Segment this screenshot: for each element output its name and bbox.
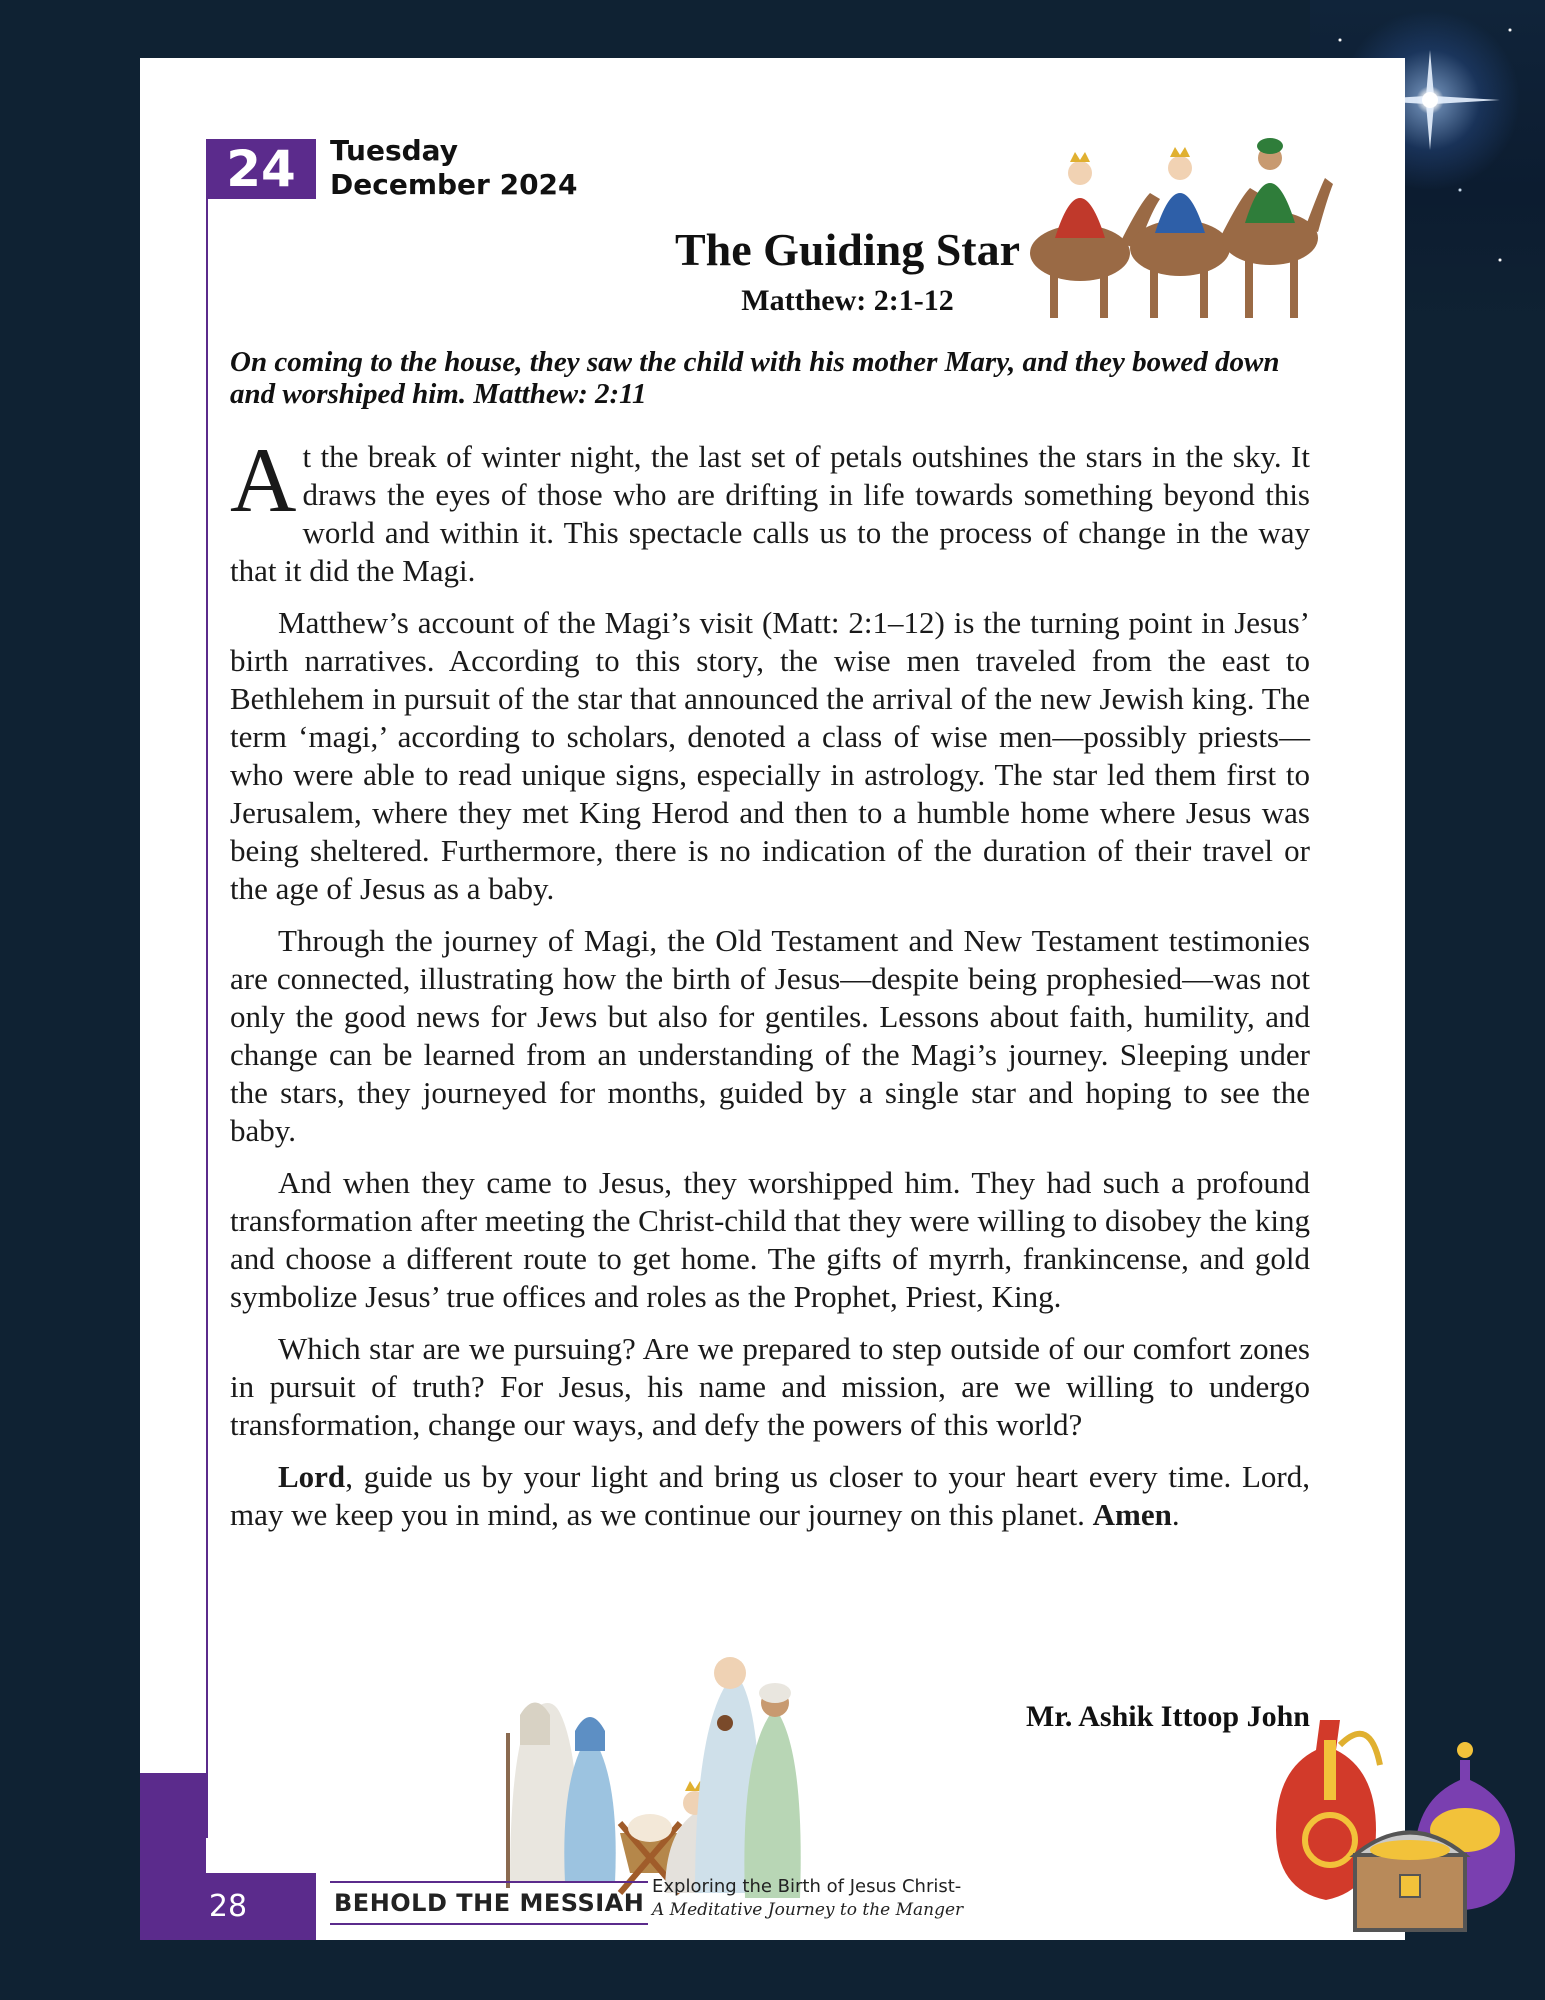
- gifts-treasure-illustration: [1260, 1700, 1545, 1940]
- left-accent-rule: [206, 198, 208, 1838]
- prayer-paragraph: Lord, guide us by your light and bring us closer to your heart every time. Lord, may we keep you in mind, as we continue our journey on this planet. Amen.: [230, 1459, 1310, 1532]
- day-number-badge: 24: [206, 139, 316, 199]
- page-number: 28: [140, 1873, 316, 1940]
- book-subtitle-line-2: A Meditative Journey to the Manger: [652, 1900, 964, 1920]
- devotional-page: [140, 58, 1405, 1940]
- devotion-title: The Guiding Star: [674, 224, 1021, 275]
- key-verse: On coming to the house, they saw the child with his mother Mary, and they bowed down and worshiped him. Matthew: 2:11: [230, 346, 1280, 410]
- drop-cap: A: [230, 429, 297, 531]
- book-subtitle-line-1: Exploring the Birth of Jesus Christ-: [652, 1876, 962, 1897]
- paragraph-1: At the break of winter night, the last set of petals outshines the stars in the sky. It draws the eyes of those who are drifting in life towards something beyond this world and within it. This spectacle calls us to the process of change in the way that it did the Magi.: [230, 429, 1310, 588]
- month-year: December 2024: [330, 168, 578, 201]
- scripture-reference: Matthew: 2:1-12: [741, 284, 954, 317]
- paragraph-2: Matthew’s account of the Magi’s visit (Matt: 2:1–12) is the turning point in Jesus’ birth narratives. According to this story, the wise men traveled from the east to Bethlehem in pursuit of the star that announced the arrival of the new Jewish king. The term ‘magi,’ according to scholars, denoted a class of wise men—possibly priests—who were able to read unique signs, especially in astrology. The star led them first to Jerusalem, where they met King Herod and then to a humble home where Jesus was being sheltered. Furthermore, there is no indication of the duration of their travel or the age of Jesus as a baby.: [230, 605, 1310, 906]
- paragraph-3: Through the journey of Magi, the Old Testament and New Testament testimonies are connected, illustrating how the birth of Jesus—despite being prophesied—was not only the good news for Jews but also for gentiles. Lessons about faith, humility, and change can be learned from an understanding of the Magi’s journey. Sleeping under the stars, they journeyed for months, guided by a single star and hoping to see the baby.: [230, 923, 1310, 1148]
- book-title: BEHOLD THE MESSIAH: [330, 1881, 648, 1925]
- author-name: Mr. Ashik Ittoop John: [1026, 1700, 1310, 1733]
- paragraph-5: Which star are we pursuing? Are we prepared to step outside of our comfort zones in pursuit of truth? For Jesus, his name and mission, are we willing to undergo transformation, change our ways, and defy the powers of this world?: [230, 1331, 1310, 1442]
- paragraph-4: And when they came to Jesus, they worshipped him. They had such a profound transformation after meeting the Christ-child that they were willing to disobey the king and choose a different route to get home. The gifts of myrrh, frankincense, and gold symbolize Jesus’ true offices and roles as the Prophet, Priest, King.: [230, 1165, 1310, 1314]
- date-label: [330, 134, 578, 202]
- nativity-scene-illustration: [480, 1643, 820, 1908]
- prayer-amen: Amen: [1092, 1497, 1172, 1532]
- weekday: Tuesday: [330, 134, 458, 167]
- devotion-body: [230, 429, 1310, 1548]
- prayer-lead: Lord: [278, 1459, 346, 1494]
